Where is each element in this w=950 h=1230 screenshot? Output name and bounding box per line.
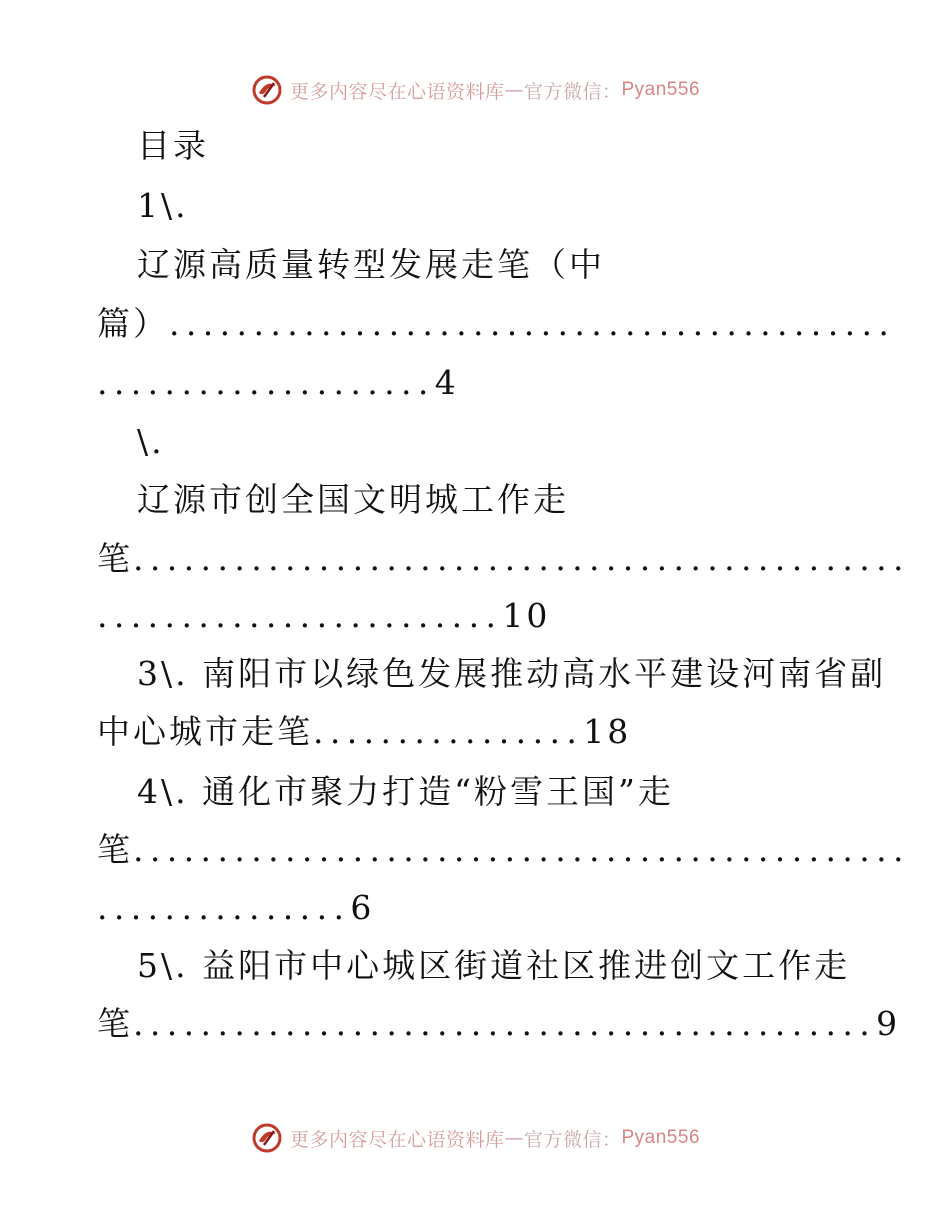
toc-entry-3-title-line1: 南阳市以绿色发展推动高水平建设河南省副 [202, 654, 887, 693]
toc-entry-1-title-line1: 辽源高质量转型发展走笔（中 [137, 245, 605, 284]
toc-entry-3-leader: ................ [313, 712, 584, 751]
toc-entry-4-title-line2: 笔 [97, 830, 133, 869]
toc-entry-4-page-line[interactable] [97, 888, 374, 928]
toc-entry-5-title[interactable] [137, 946, 850, 986]
toc-entry-4-title[interactable] [137, 772, 674, 812]
toc-title: 目录 [137, 126, 209, 165]
toc-entry-5-page-line[interactable] [97, 1004, 900, 1044]
toc-entry-5-page: 9 [876, 1004, 901, 1043]
toc-entry-2-page-line[interactable] [97, 596, 550, 636]
header-watermark [0, 70, 950, 110]
toc-entry-4-page: 6 [350, 888, 375, 927]
toc-entry-1-title-cont[interactable] [97, 304, 895, 344]
watermark-text: 更多内容尽在心语资料库 [289, 80, 505, 103]
toc-entry-5-title-line1: 益阳市中心城区街道社区推进创文工作走 [202, 946, 851, 985]
toc-entry-2-title[interactable] [137, 480, 569, 520]
toc-entry-1-page-line[interactable] [97, 363, 459, 403]
toc-entry-2-title-line1: 辽源市创全国文明城工作走 [137, 480, 569, 519]
footer-watermark [0, 1118, 950, 1158]
toc-entry-2-leader: .............................................. [133, 539, 910, 578]
toc-entry-2-leader-cont: ........................ [97, 596, 503, 635]
toc-entry-3-title[interactable] [137, 654, 886, 694]
toc-entry-1-leader-cont: .................... [97, 363, 435, 402]
toc-entry-1-page: 4 [434, 363, 459, 402]
toc-entry-1-leader: ........................................... [169, 304, 896, 343]
toc-entry-4-title-cont[interactable] [97, 830, 910, 870]
toc-entry-4-title-line1: 通化市聚力打造“粉雪王国”走 [202, 772, 674, 811]
toc-entry-1-title[interactable] [137, 245, 605, 285]
toc-entry-1-title-line2: 篇） [97, 304, 169, 343]
toc-entry-2-title-cont[interactable] [97, 539, 910, 579]
toc-entry-2-title-line2: 笔 [97, 539, 133, 578]
watermark-separator: — [504, 1127, 524, 1149]
toc-entry-3-title-line2: 中心城市走笔 [97, 712, 313, 751]
toc-entry-3-page: 18 [583, 712, 632, 751]
red-swirl-logo-icon [250, 1121, 284, 1155]
toc-entry-1-number[interactable]: 1\. [137, 186, 189, 225]
watermark-wechat-id: Pyan556 [621, 1127, 701, 1148]
toc-entry-2-number[interactable]: \. [137, 422, 165, 461]
toc-entry-3-page-line[interactable] [97, 712, 631, 752]
watermark-text: 更多内容尽在心语资料库 [289, 1128, 505, 1151]
toc-entry-2-page: 10 [502, 596, 551, 635]
watermark-wechat-label: 官方微信： [523, 80, 622, 103]
toc-entry-5-title-line2: 笔 [97, 1004, 133, 1043]
toc-entry-4-number: 4\. [137, 772, 189, 811]
toc-entry-5-number: 5\. [137, 946, 189, 985]
toc-entry-5-leader: ............................................ [133, 1004, 877, 1043]
watermark-wechat-id: Pyan556 [621, 79, 701, 100]
red-swirl-logo-icon [250, 73, 284, 107]
toc-entry-4-leader-cont: ............... [97, 888, 351, 927]
watermark-separator: — [504, 79, 524, 101]
toc-entry-3-number: 3\. [137, 654, 189, 693]
toc-entry-4-leader: .............................................. [133, 830, 910, 869]
watermark-wechat-label: 官方微信： [523, 1128, 622, 1151]
